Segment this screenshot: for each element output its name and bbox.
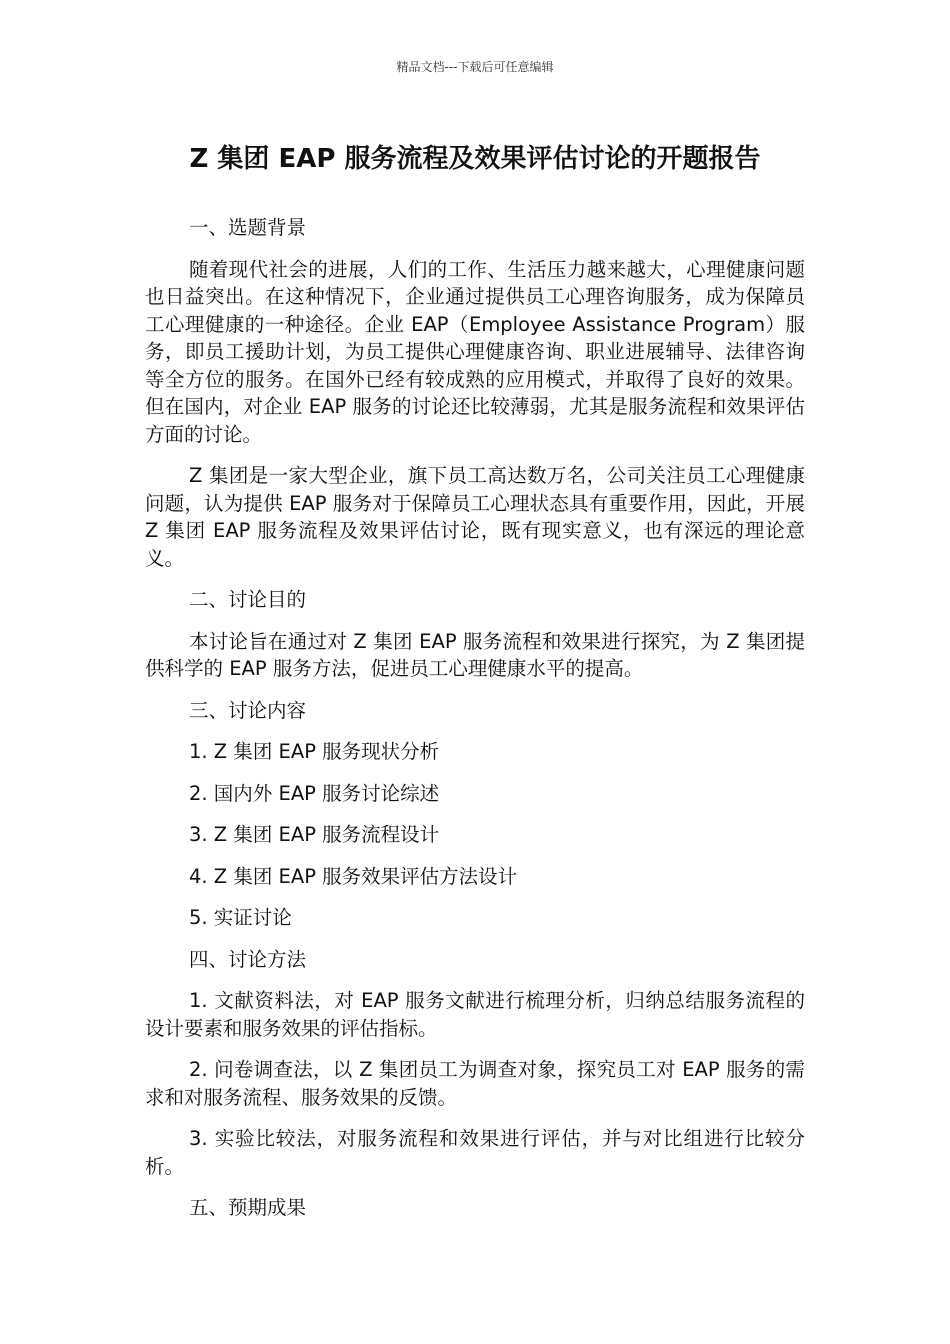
page-header-note: 精品文档---下载后可任意编辑	[396, 60, 554, 74]
document-title: Z 集团 EAP 服务流程及效果评估讨论的开题报告	[189, 144, 761, 174]
method-list-item: 1. 文献资料法，对 EAP 服务文献进行梳理分析，归纳总结服务流程的设计要素和服务效果的评估指标。	[145, 989, 805, 1040]
document-body	[145, 214, 805, 1236]
content-list-item: 2. 国内外 EAP 服务讨论综述	[189, 781, 440, 805]
section-heading-background: 一、选题背景	[189, 216, 307, 239]
content-list-item: 3. Z 集团 EAP 服务流程设计	[189, 823, 440, 846]
section-heading-content: 三、讨论内容	[189, 698, 307, 722]
content-list-item: 1. Z 集团 EAP 服务现状分析	[189, 740, 440, 763]
section-heading-purpose: 二、讨论目的	[189, 588, 307, 611]
method-list-item: 3. 实验比较法，对服务流程和效果进行评估，并与对比组进行比较分析。	[145, 1127, 805, 1178]
section-heading-methods: 四、讨论方法	[189, 947, 307, 971]
content-list-item: 4. Z 集团 EAP 服务效果评估方法设计	[189, 864, 518, 888]
background-paragraph-2: Z 集团是一家大型企业，旗下员工高达数万名，公司关注员工心理健康问题，认为提供 EAP 服务对于保障员工心理状态具有重要作用，因此，开展 Z 集团 EAP 服务流程及效果评估讨论，既有现实意义，也有深远的理论意义。	[145, 464, 805, 570]
background-paragraph-1: 随着现代社会的进展，人们的工作、生活压力越来越大，心理健康问题也日益突出。在这种情况下，企业通过提供员工心理咨询服务，成为保障员工心理健康的一种途径。企业 EAP（Employee Assistance Program）服务，即员工援助计划，为员工提供心理健康咨询、职业进展辅导、法律咨询等全方位的服务。在国外已经有较成熟的应用模式，并取得了良好的效果。但在国内，对企业 EAP 服务的讨论还比较薄弱，尤其是服务流程和效果评估方面的讨论。	[145, 257, 805, 446]
content-list-item: 5. 实证讨论	[189, 906, 292, 929]
section-heading-expected-results: 五、预期成果	[189, 1196, 307, 1219]
purpose-paragraph: 本讨论旨在通过对 Z 集团 EAP 服务流程和效果进行探究，为 Z 集团提供科学的 EAP 服务方法，促进员工心理健康水平的提高。	[145, 629, 805, 680]
method-list-item: 2. 问卷调查法，以 Z 集团员工为调查对象，探究员工对 EAP 服务的需求和对服务流程、服务效果的反馈。	[145, 1058, 805, 1109]
